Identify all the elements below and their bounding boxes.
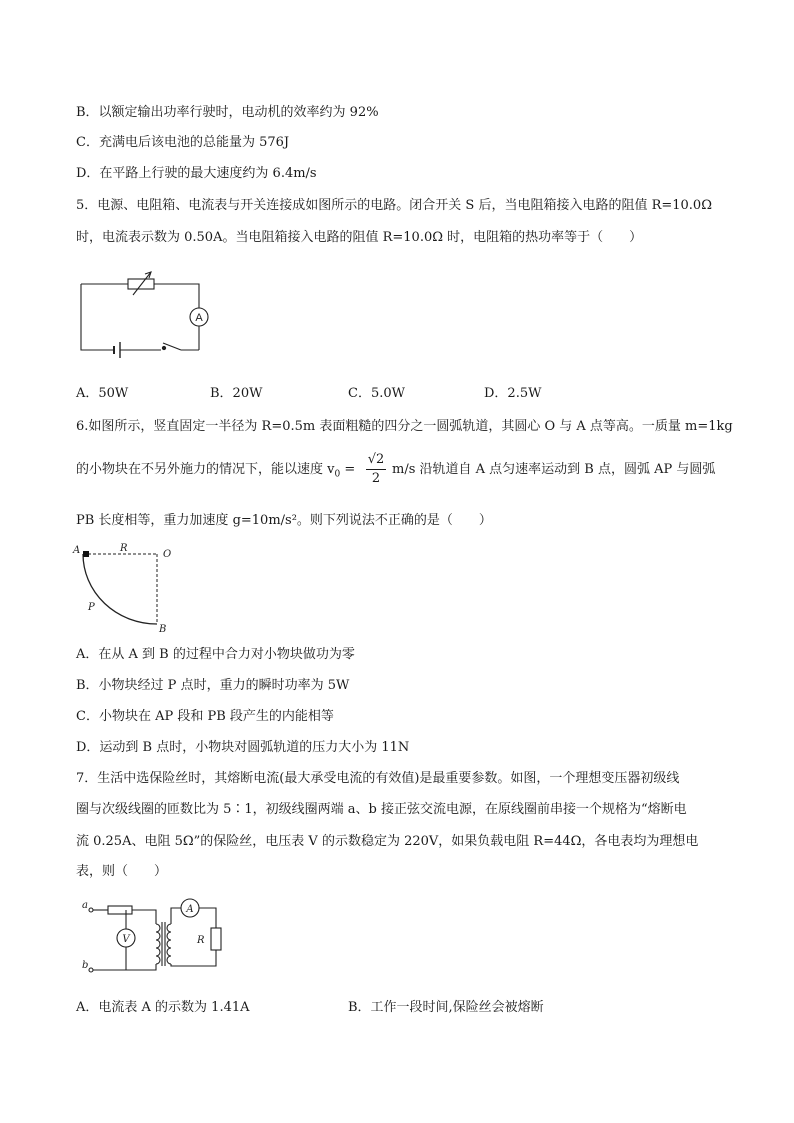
label-A: A [73,545,81,556]
q6-stem-line2-post: m/s 沿轨道自 A 点匀速率运动到 B 点，圆弧 AP 与圆弧 [392,462,716,477]
q5-stem-line1: 5．电源、电阻箱、电流表与开关连接成如图所示的电路。闭合开关 S 后，当电阻箱接入电路的阻值 R=10.0Ω [76,198,712,213]
q6-velocity-fraction [366,452,386,487]
fraction-denominator: 2 [371,471,381,486]
ammeter-label: A [195,312,203,324]
q6-option-d: D．运动到 B 点时，小物块对圆弧轨道的压力大小为 11N [76,740,410,755]
ammeter-label: A [186,904,194,915]
terminal-a-label: a [82,900,88,911]
q6-stem-line1: 6.如图所示，竖直固定一半径为 R=0.5m 表面粗糙的四分之一圆弧轨道，其圆心 O 与 A 点等高。一质量 m=1kg [76,419,733,434]
q7-transformer-diagram [76,896,236,980]
fraction-numerator: √2 [366,452,386,470]
q4-option-b: B．以额定输出功率行驶时，电动机的效率约为 92% [76,105,379,120]
q5-option-c: C．5.0W [348,386,405,401]
resistor-label: R [197,935,205,946]
label-P: P [88,602,95,613]
q5-circuit-diagram [70,262,220,362]
q7-stem-line2: 圈与次级线圈的匝数比为 5∶1，初级线圈两端 a、b 接正弦交流电源，在原线圈前串接一个规格为“熔断电 [76,802,687,817]
terminal-b-label: b [82,960,89,971]
label-R: R [120,543,128,554]
q5-stem-line2: 时，电流表示数为 0.50A。当电阻箱接入电路的阻值 R=10.0Ω 时，电阻箱的热功率等于（ ） [76,230,643,245]
q4-option-d: D．在平路上行驶的最大速度约为 6.4m/s [76,166,317,181]
q6-arc-track-diagram [66,540,186,640]
q7-option-a: A．电流表 A 的示数为 1.41A [76,1000,250,1015]
voltmeter-label: V [122,934,130,945]
q7-stem-line3: 流 0.25A、电阻 5Ω”的保险丝，电压表 V 的示数稳定为 220V，如果负载电阻 R=44Ω，各电表均为理想电 [76,834,699,849]
q6-option-b: B．小物块经过 P 点时，重力的瞬时功率为 5W [76,678,350,693]
q6-stem-line2-pre [76,462,355,483]
q6-v0-subscript: 0 [334,469,341,480]
label-O: O [163,549,172,560]
q6-equals: = [340,462,356,477]
q7-option-b: B．工作一段时间,保险丝会被熔断 [348,1000,544,1015]
q6-stem-line3: PB 长度相等，重力加速度 g=10m/s²。则下列说法不正确的是（ ） [76,513,492,528]
label-B: B [159,624,167,635]
q6-option-a: A．在从 A 到 B 的过程中合力对小物块做功为零 [76,647,355,662]
q4-option-c: C．充满电后该电池的总能量为 576J [76,135,290,150]
q5-option-a: A．50W [76,386,129,401]
block-icon [83,551,89,557]
q7-stem-line1: 7．生活中选保险丝时，其熔断电流(最大承受电流的有效值)是最重要参数。如图，一个理想变压器初级线 [76,771,680,786]
q6-option-c: C．小物块在 AP 段和 PB 段产生的内能相等 [76,709,334,724]
q6-line2-text: 的小物块在不另外施力的情况下，能以速度 v [76,462,335,477]
q7-stem-line4: 表，则（ ） [76,864,168,879]
q5-option-d: D．2.5W [484,386,542,401]
q5-option-b: B．20W [210,386,263,401]
